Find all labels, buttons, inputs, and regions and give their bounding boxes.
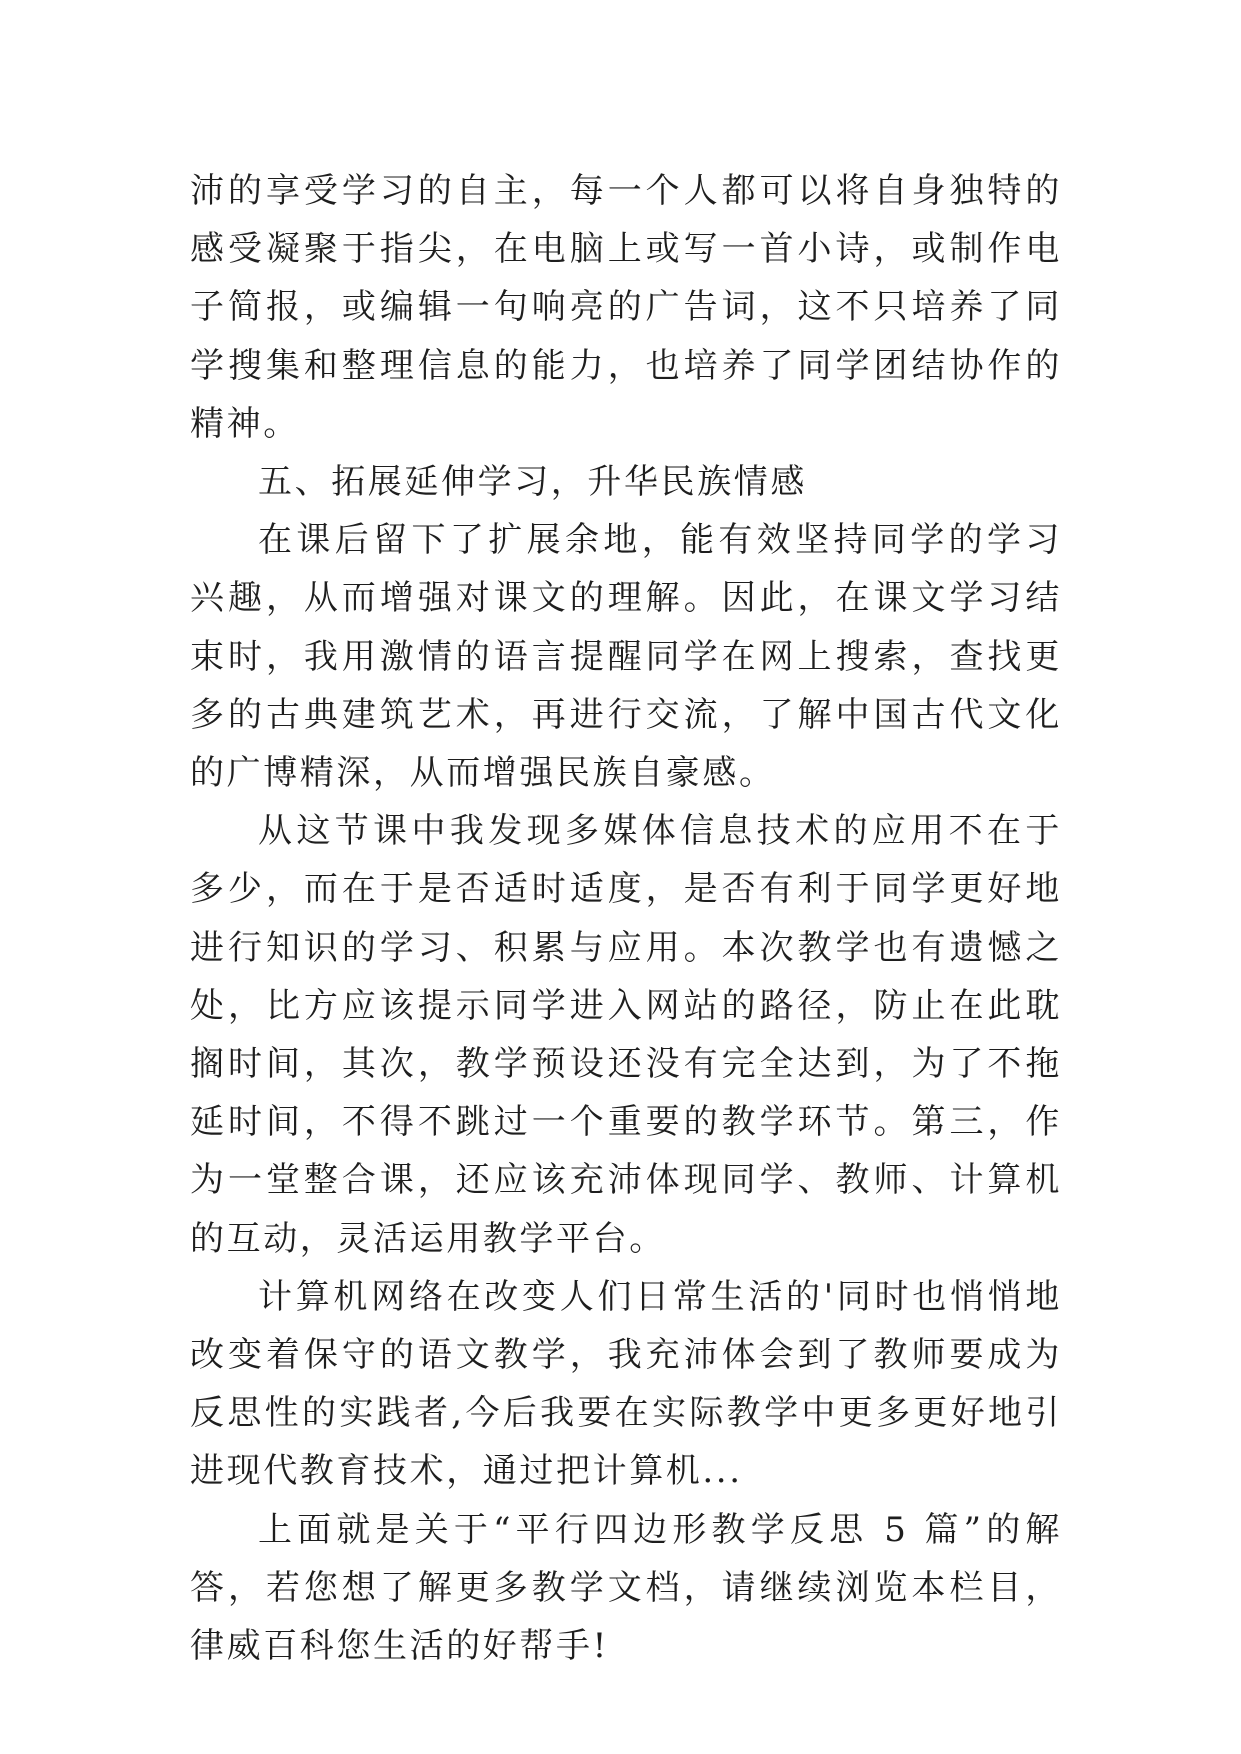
paragraph-5: 计算机网络在改变人们日常生活的'同时也悄悄地改变着保守的语文教学，我充沛体会到了教师要成为反思性的实践者,今后我要在实际教学中更多更好地引进现代教育技术，通过把计算机...: [190, 1276, 1062, 1492]
section-heading: 五、拓展延伸学习，升华民族情感: [258, 462, 807, 503]
closing-paragraph: 上面就是关于“平行四边形教学反思 5 篇”的解答，若您想了解更多教学文档，请继续浏览本栏目，律威百科您生活的好帮手!: [190, 1509, 1062, 1667]
paragraph-4: 从这节课中我发现多媒体信息技术的应用不在于多少，而在于是否适时适度，是否有利于同学更好地进行知识的学习、积累与应用。本次教学也有遗憾之处，比方应该提示同学进入网站的路径，防止在此耽搁时间，其次，教学预设还没有完全达到，为了不拖延时间，不得不跳过一个重要的教学环节。第三，作为一堂整合课，还应该充沛体现同学、教师、计算机的互动，灵活运用教学平台。: [190, 811, 1062, 1259]
body-text: [190, 162, 1062, 1675]
paragraph-3: 在课后留下了扩展余地，能有效坚持同学的学习兴趣，从而增强对课文的理解。因此，在课文学习结束时，我用激情的语言提醒同学在网上搜索，查找更多的古典建筑艺术，再进行交流，了解中国古代文化的广博精深，从而增强民族自豪感。: [190, 520, 1062, 794]
paragraph-1: 沛的享受学习的自主，每一个人都可以将自身独特的感受凝聚于指尖，在电脑上或写一首小诗，或制作电子简报，或编辑一句响亮的广告词，这不只培养了同学搜集和整理信息的能力，也培养了同学团结协作的精神。: [190, 171, 1062, 444]
